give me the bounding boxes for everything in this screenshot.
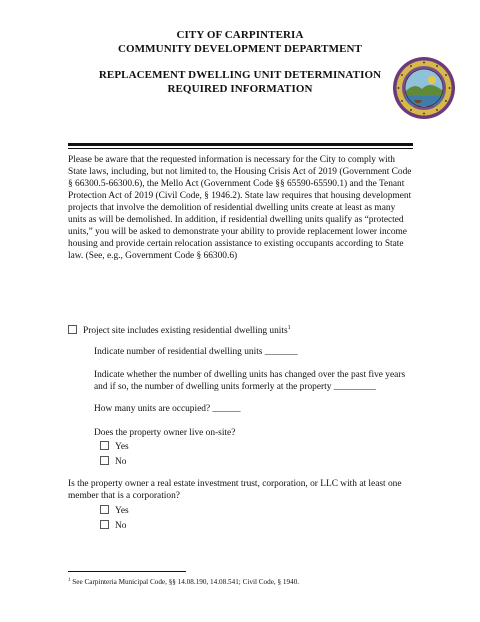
reit-no-checkbox[interactable] bbox=[100, 520, 109, 529]
reit-no-label: No bbox=[115, 521, 127, 531]
footnote-divider bbox=[68, 571, 186, 572]
form-subtitle: REQUIRED INFORMATION bbox=[167, 83, 313, 95]
owner-no-label: No bbox=[115, 457, 127, 467]
number-units-question: Indicate number of residential dwelling units _______ bbox=[94, 347, 298, 357]
footnote bbox=[68, 576, 299, 587]
intro-paragraph: Please be aware that the requested information is necessary for the City to comply with State laws, including, but not limited to, the Housing Crisis Act of 2019 (Government Code § 66300.5-66300.6), the Mello Act (Government Code §§ 65590-65590.1) and the Tenant Protection Act of 2019 (Civil Code, § 1946.2). State law requires that housing development projects that involve the demolition of residential dwelling units create at least as many units as will be demolished. In addition, if residential dwelling units qualify as “protected units,” you will be asked to demonstrate your ability to provide replacement lower income housing and provide certain relocation assistance to existing occupants according to State law. (See, e.g., Government Code § 66300.6) bbox=[68, 155, 412, 261]
owner-no-option bbox=[100, 456, 126, 468]
occupied-question: How many units are occupied? ______ bbox=[94, 404, 241, 414]
reit-yes-option bbox=[100, 505, 129, 517]
reit-yes-checkbox[interactable] bbox=[100, 505, 109, 514]
owner-yes-option bbox=[100, 441, 129, 453]
reit-question bbox=[68, 478, 402, 502]
footnote-text: See Carpinteria Municipal Code, §§ 14.08.190, 14.08.541; Civil Code, § 1940. bbox=[72, 578, 300, 586]
units-changed-line-2: and if so, the number of dwelling units formerly at the property _________ bbox=[94, 382, 376, 392]
header-divider bbox=[68, 143, 413, 146]
existing-units-label: Project site includes existing residential dwelling units bbox=[83, 326, 288, 336]
reit-question-line-2: member that is a corporation? bbox=[68, 491, 180, 501]
owner-onsite-question: Does the property owner live on-site? bbox=[94, 428, 236, 438]
reit-yes-label: Yes bbox=[115, 506, 129, 516]
existing-units-checkbox[interactable] bbox=[68, 325, 77, 334]
owner-yes-label: Yes bbox=[115, 442, 129, 452]
form-title: REPLACEMENT DWELLING UNIT DETERMINATION bbox=[98, 69, 382, 81]
owner-no-checkbox[interactable] bbox=[100, 456, 109, 465]
city-seal-icon bbox=[392, 56, 456, 120]
reit-question-line-1: Is the property owner a real estate investment trust, corporation, or LLC with at least one bbox=[68, 479, 402, 489]
header-divider-thin bbox=[68, 148, 413, 149]
reit-no-option bbox=[100, 520, 126, 532]
units-changed-line-1: Indicate whether the number of dwelling units has changed over the past five years bbox=[94, 370, 406, 380]
footnote-number: 1 bbox=[68, 578, 71, 583]
city-name: CITY OF CARPINTERIA bbox=[176, 29, 304, 41]
units-changed-question bbox=[94, 369, 405, 393]
department-name: COMMUNITY DEVELOPMENT DEPARTMENT bbox=[117, 43, 362, 55]
footnote-ref: 1 bbox=[287, 325, 291, 331]
owner-yes-checkbox[interactable] bbox=[100, 441, 109, 450]
existing-units-row bbox=[68, 322, 291, 337]
